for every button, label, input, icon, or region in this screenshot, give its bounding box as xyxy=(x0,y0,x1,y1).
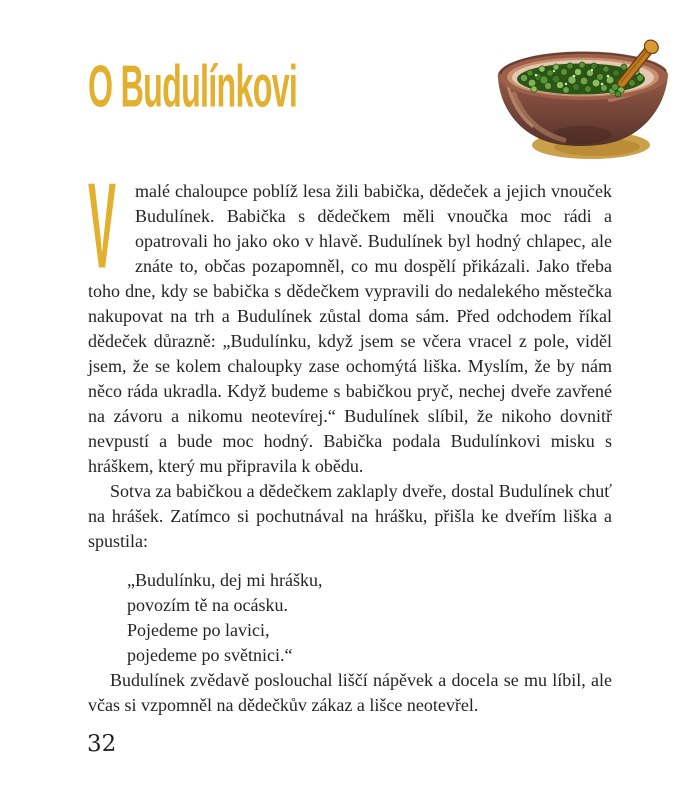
page-number: 32 xyxy=(86,730,117,758)
verse-line: Pojedeme po lavici, xyxy=(127,620,270,640)
fox-verse xyxy=(127,568,612,668)
chapter-title-text: O Budulínkovi xyxy=(88,52,298,120)
verse-line: pojedeme po světnici.“ xyxy=(127,645,293,665)
chapter-title xyxy=(88,52,387,120)
story-text xyxy=(88,157,612,718)
verse-line: povozím tě na ocásku. xyxy=(127,595,288,615)
opening-paragraph-text: malé chaloupce poblíž lesa žili babička, dědeček a jejich vnouček Budulínek. Babička s dědečkem měli vnoučka moc rádi a opatrovali ho jako oko v hlavě. Budulínek byl hodný chlapec, ale znáte to, občas pozapomněl, co mu dospělí přikázali. Jako třeba toho dne, kdy se babička s dědečkem vypravili do nedalekého městečka nakupovat na trh a Budulínek zůstal doma sám. Před odchodem říkal dědeček důrazně: „Budulínku, když jsem se včera vracel z pole, viděl jsem, že se kolem chaloupky zase ochomýtá liška. Myslím, že by nám něco ráda ukradla. Když budeme s babičkou pryč, nechej dveře zavřené na závoru a nikomu neotevírej.“ Budulínek slíbil, že nikoho dovnitř nevpustí a bude moc hodný. Babička podala Budulínkovi misku s hráškem, který mu připravila k obědu. xyxy=(88,181,612,476)
pea-bowl-illustration xyxy=(490,36,676,168)
opening-paragraph xyxy=(88,157,612,479)
verse-line: „Budulínku, dej mi hrášku, xyxy=(127,570,323,590)
closing-paragraph: Budulínek zvědavě poslouchal liščí nápěvek a docela se mu líbil, ale včas si vzpomněl na dědečkův zákaz a lišce neotevřel. xyxy=(88,670,612,715)
drop-cap: V xyxy=(88,157,117,295)
second-paragraph: Sotva za babičkou a dědečkem zaklaply dveře, dostal Budulínek chuť na hrášek. Zatímco si pochutnával na hrášku, přišla ke dveřím liška a spustila: xyxy=(88,481,612,551)
